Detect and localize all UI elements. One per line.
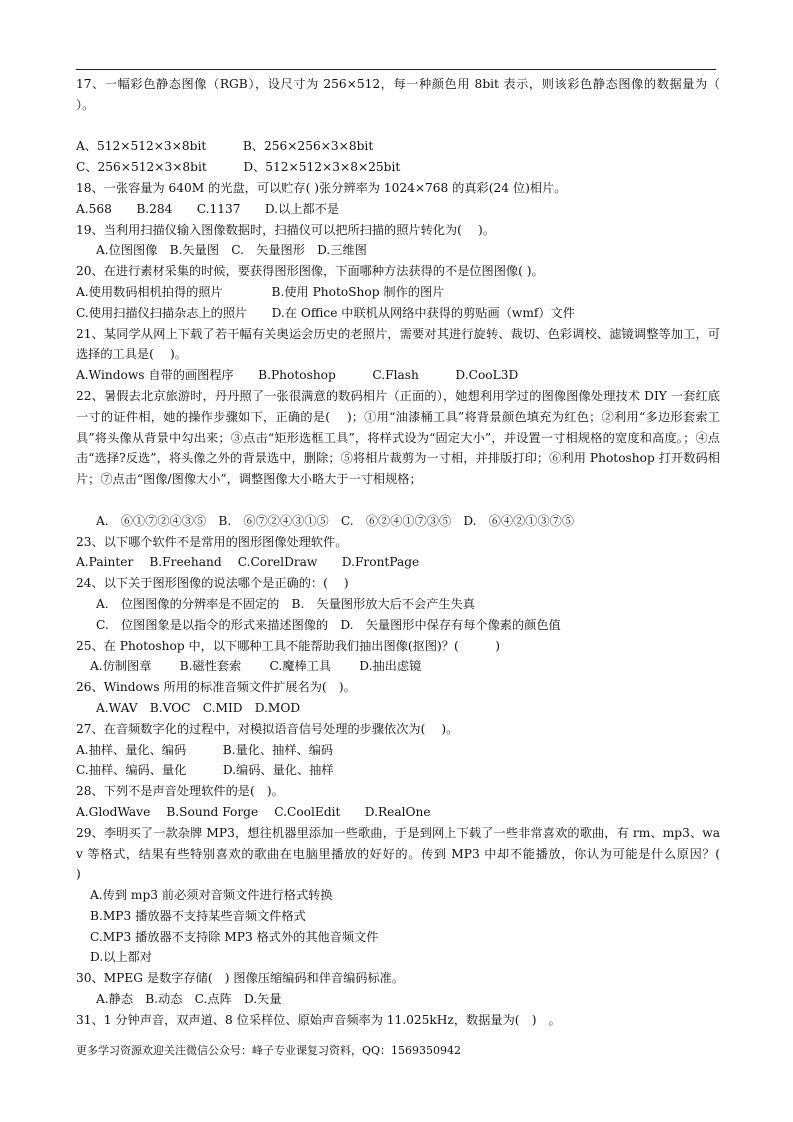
question-21-options: A.Windows 自带的画图程序 B.Photoshop C.Flash D.CooL3D bbox=[76, 368, 519, 383]
question-19-options: A.位图图像 B.矢量图 C. 矢量图形 D.三维图 bbox=[96, 243, 367, 258]
question-22-options: A. ⑥①⑦②④③⑤ B. ⑥⑦②④③①⑤ C. ⑥②④①⑦③⑤ D. ⑥④②①③⑦⑤ bbox=[96, 513, 575, 528]
question-27-stem: 27、在音频数字化的过程中，对模拟语音信号处理的步骤依次为( )。 bbox=[76, 721, 459, 736]
question-30-options: A.静态 B.动态 C.点阵 D.矢量 bbox=[96, 992, 282, 1007]
question-29-stem: 29、李明买了一款杂牌 MP3，想往机器里添加一些歌曲，于是到网上下载了一些非常喜欢的歌曲，有 rm、mp3、wav 等格式，结果有些特别喜欢的歌曲在电脑里播放的好好的。传到 MP3 中却不能播放，你认为可能是什么原因？( ) bbox=[76, 825, 757, 882]
question-21-stem: 21、某同学从网上下载了若干幅有关奥运会历史的老照片，需要对其进行旋转、裁切、色彩调校、滤镜调整等加工，可选择的工具是( )。 bbox=[76, 326, 720, 362]
question-17-options-cd: C、256×512×3×8bit D、512×512×3×8×25bit bbox=[76, 160, 401, 175]
question-18-stem: 18、一张容量为 640M 的光盘，可以贮存( )张分辨率为 1024×768 的真彩(24 位)相片。 bbox=[76, 180, 567, 195]
exam-page bbox=[76, 74, 757, 1031]
question-28-options: A.GlodWave B.Sound Forge C.CoolEdit D.RealOne bbox=[76, 804, 431, 819]
question-29-option-c: C.MP3 播放器不支持除 MP3 格式外的其他音频文件 bbox=[90, 929, 379, 944]
question-23-stem: 23、以下哪个软件不是常用的图形图像处理软件。 bbox=[76, 534, 348, 549]
question-20-stem: 20、在进行素材采集的时候，要获得图形图像，下面哪种方法获得的不是位图图像( )。 bbox=[76, 264, 544, 279]
header-rule bbox=[76, 69, 716, 70]
question-20-options-cd: C.使用扫描仪扫描杂志上的照片 D.在 Office 中联机从网络中获得的剪贴画（wmf）文件 bbox=[76, 305, 575, 320]
question-17-options-ab: A、512×512×3×8bit B、256×256×3×8bit bbox=[76, 139, 374, 154]
question-31-stem: 31、1 分钟声音，双声道、8 位采样位、原始声音频率为 11.025kHz，数据量为( ) 。 bbox=[76, 1012, 561, 1027]
question-26-options: A.WAV B.VOC C.MID D.MOD bbox=[96, 700, 301, 715]
question-28-stem: 28、下列不是声音处理软件的是( )。 bbox=[76, 784, 284, 799]
question-27-options-cd: C.抽样、编码、量化 D.编码、量化、抽样 bbox=[76, 763, 334, 778]
question-30-stem: 30、MPEG 是数字存储( ) 图像压缩编码和伴音编码标准。 bbox=[76, 971, 405, 986]
question-29-option-b: B.MP3 播放器不支持某些音频文件格式 bbox=[90, 908, 306, 923]
question-19-stem: 19、当利用扫描仪输入图像数据时，扫描仪可以把所扫描的照片转化为( )。 bbox=[76, 222, 495, 237]
question-25-options: A.仿制图章 B.磁性套索 C.魔棒工具 D.抽出虑镜 bbox=[90, 659, 422, 674]
question-24-options-ab: A. 位图图像的分辨率是不固定的 B. 矢量图形放大后不会产生失真 bbox=[96, 596, 475, 611]
question-26-stem: 26、Windows 所用的标准音频文件扩展名为( )。 bbox=[76, 680, 356, 695]
question-25-stem: 25、在 Photoshop 中，以下哪种工具不能帮助我们抽出图像(抠图)？( ) bbox=[76, 638, 501, 653]
question-17-stem: 17、一幅彩色静态图像（RGB），设尺寸为 256×512，每一种颜色用 8bit 表示，则该彩色静态图像的数据量为（ ）。 bbox=[76, 77, 745, 112]
question-18-options: A.568 B.284 C.1137 D.以上都不是 bbox=[76, 201, 340, 216]
question-29-option-d: D.以上都对 bbox=[90, 950, 152, 965]
question-23-options: A.Painter B.Freehand C.CorelDraw D.FrontPage bbox=[76, 555, 420, 570]
question-24-options-cd: C. 位图图象是以指令的形式来描述图像的 D. 矢量图形中保存有每个像素的颜色值 bbox=[96, 617, 561, 632]
question-20-options-ab: A.使用数码相机拍得的照片 B.使用 PhotoShop 制作的图片 bbox=[76, 284, 445, 299]
question-22-stem: 22、暑假去北京旅游时，丹丹照了一张很满意的数码相片（正面的），她想利用学过的图像图像处理技术 DIY 一套红底一寸的证件相，她的操作步骤如下，正确的是( )；①用“油漆桶工具”将背景颜色填充为红色；②利用“多边形套索工具”将头像从背景中勾出来；③点击“矩形选框工具”，将样式设为“固定大小”，并设置一寸相规格的宽度和高度。；④点击“选择?反选”，将头像之外的背景选中，删除；⑤将相片裁剪为一寸相，并排版打印；⑥利用 Photoshop 打开数码相片；⑦点击“图像/图像大小”，调整图像大小略大于一寸相规格； bbox=[76, 388, 720, 487]
question-27-options-ab: A.抽样、量化、编码 B.量化、抽样、编码 bbox=[76, 742, 334, 757]
page-footer: 更多学习资源欢迎关注微信公众号：峰子专业课复习资料，QQ：1569350942 bbox=[76, 1044, 462, 1057]
question-24-stem: 24、以下关于图形图像的说法哪个是正确的：( ) bbox=[76, 576, 349, 591]
question-29-option-a: A.传到 mp3 前必须对音频文件进行格式转换 bbox=[90, 888, 333, 903]
